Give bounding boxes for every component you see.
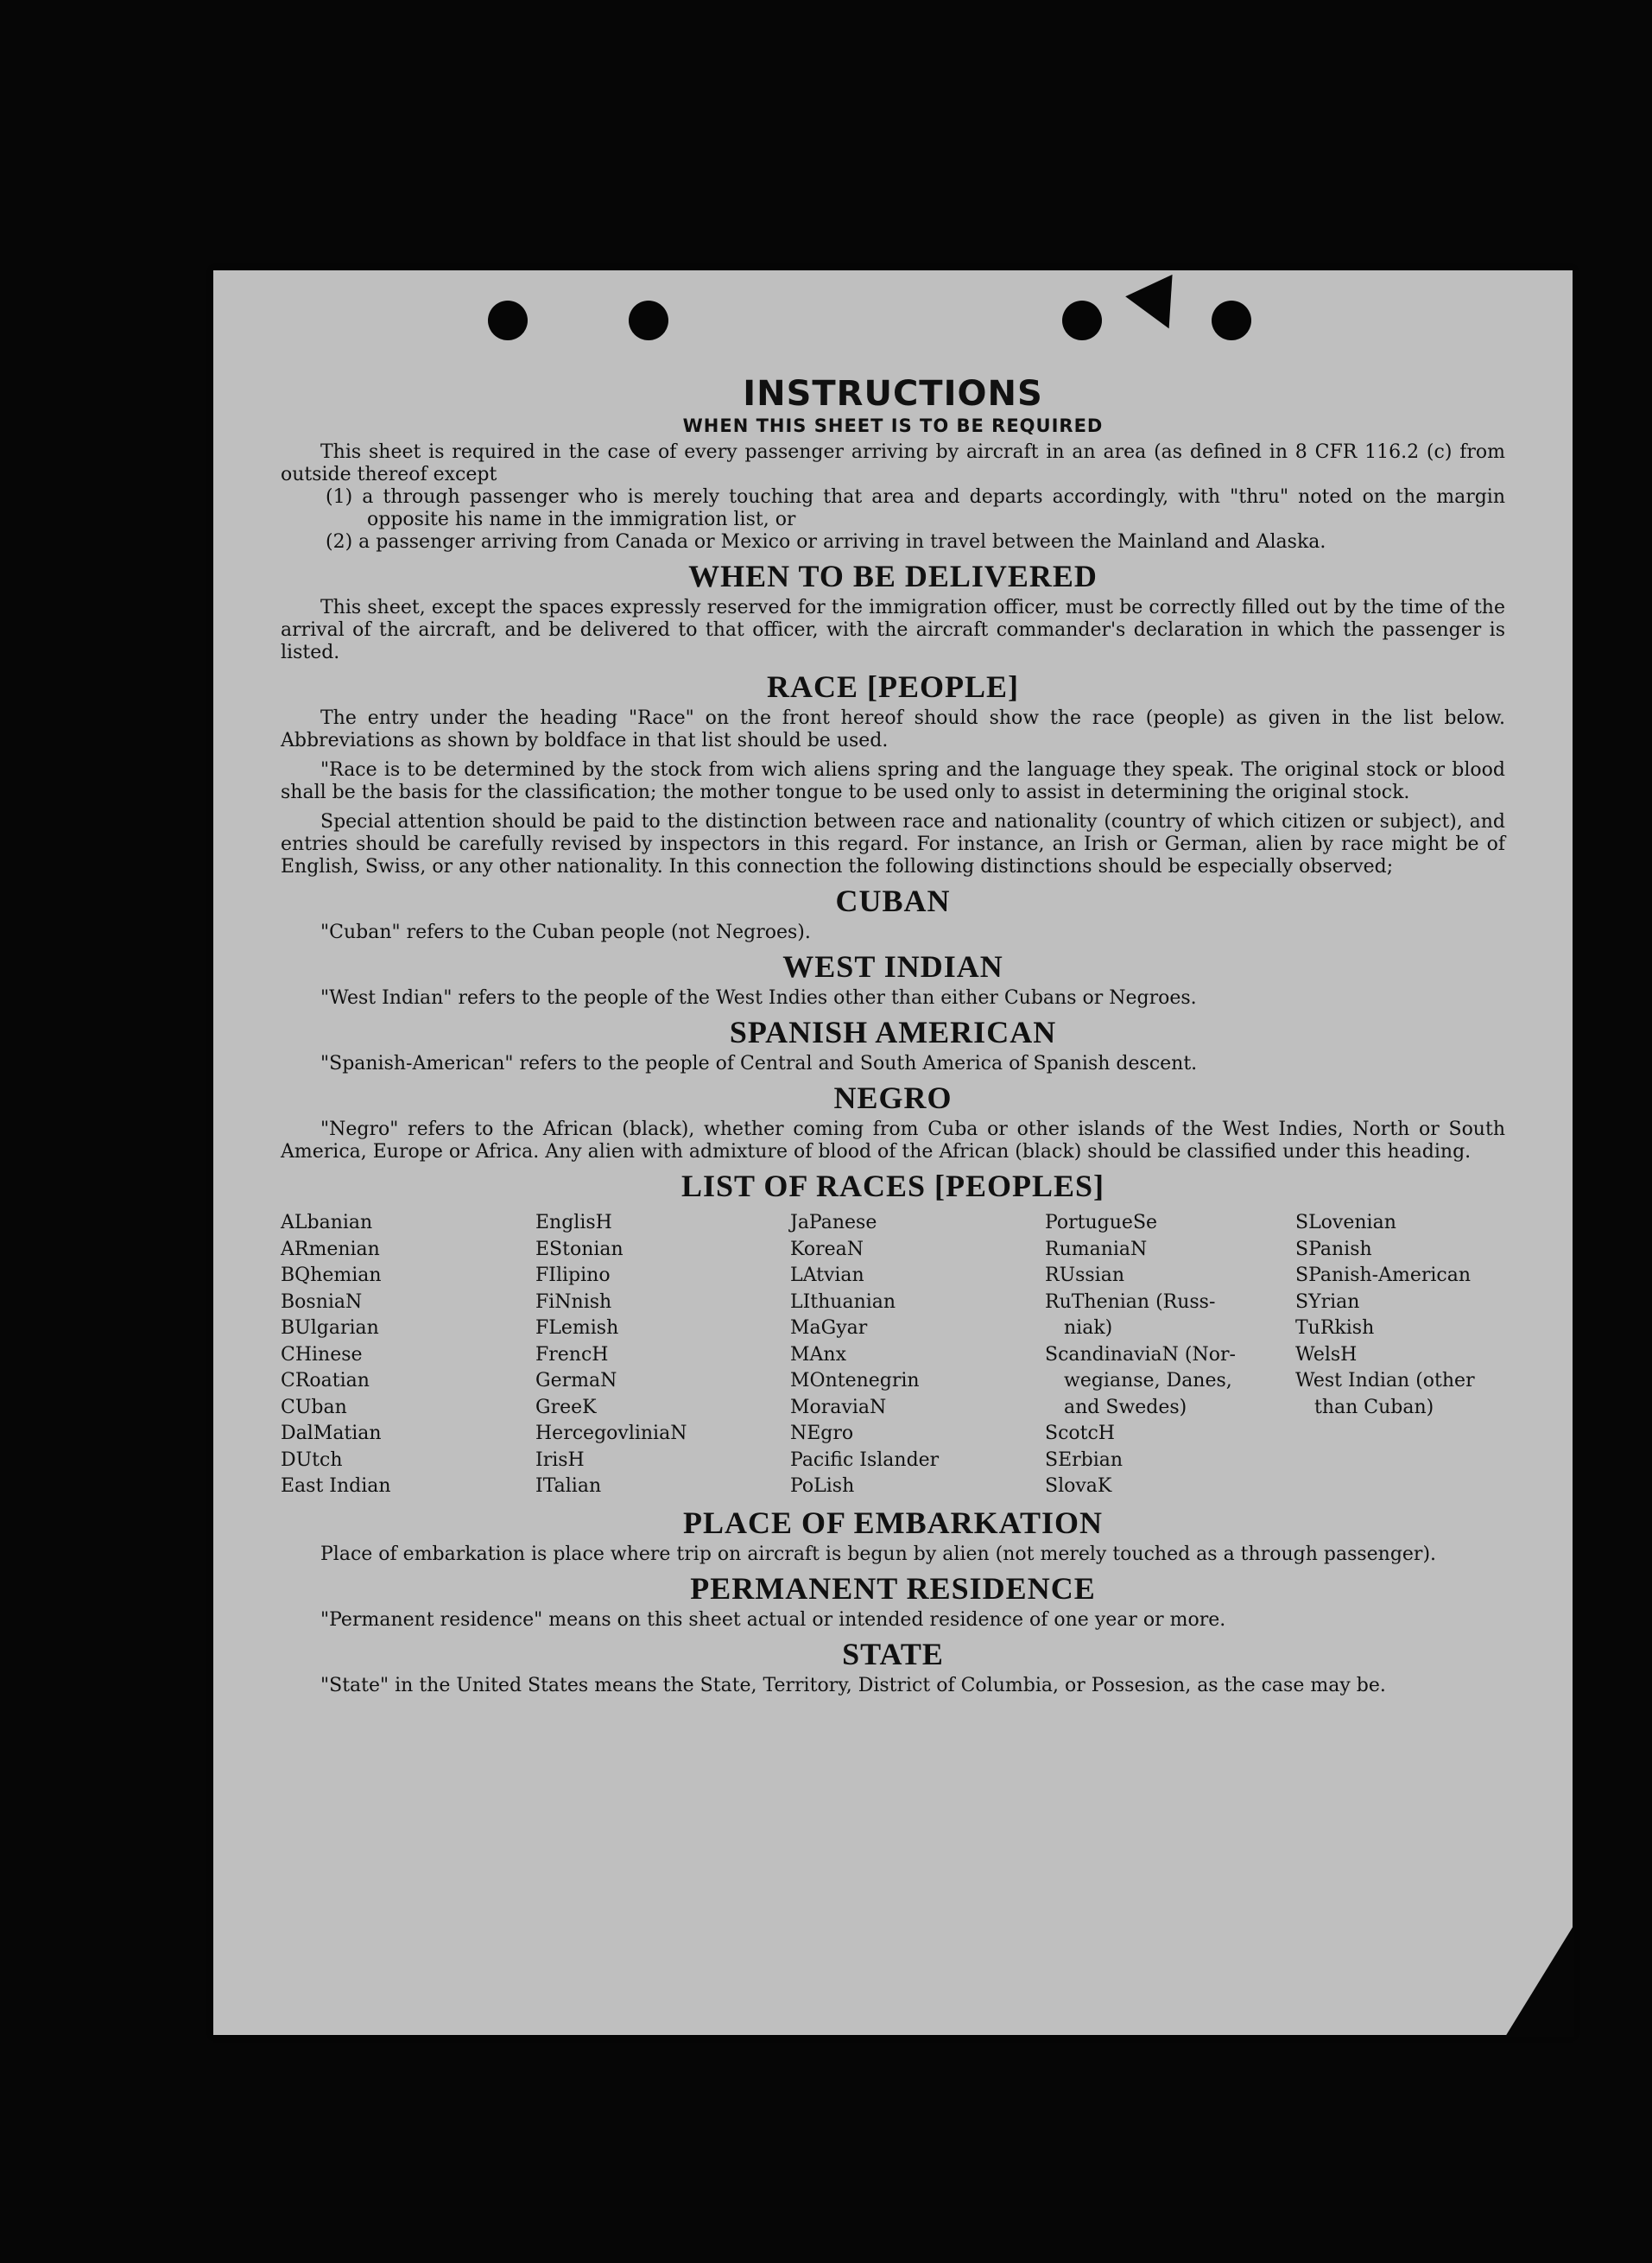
race-entry: MoraviaN <box>790 1396 887 1418</box>
race-entry: RumaniaN <box>1045 1238 1148 1260</box>
race-entry: CUban <box>281 1396 347 1418</box>
race-entry: BQhemian <box>281 1265 382 1286</box>
race-entry: CRoatian <box>281 1370 370 1391</box>
section-heading-state: STATE <box>842 1636 944 1671</box>
races-column-2 <box>535 1210 790 1500</box>
races-list <box>281 1210 1505 1500</box>
race-entry: JaPanese <box>790 1212 877 1233</box>
race-entry: DalMatian <box>281 1423 382 1444</box>
race-entry: SErbian <box>1045 1448 1123 1471</box>
race-entry: GermaN <box>535 1370 617 1391</box>
race-entry: DUtch <box>281 1448 343 1471</box>
race-entry: MOntenegrin <box>790 1370 920 1391</box>
section-heading-west-indian: WEST INDIAN <box>782 949 1003 984</box>
race-entry: ITalian <box>535 1475 602 1497</box>
punch-hole <box>1062 301 1102 340</box>
races-column-3 <box>790 1210 1045 1500</box>
residence-paragraph: "Permanent residence" means on this sheet actual or intended residence of one year or more. <box>320 1608 1226 1631</box>
race-entry: ARmenian <box>281 1238 380 1260</box>
document-sheet <box>213 270 1573 2035</box>
race-entry-continued: and Swedes) <box>1064 1396 1187 1418</box>
race-entry: SYrian <box>1295 1290 1360 1313</box>
exception-item: (2) a passenger arriving from Canada or Mexico or arriving in travel between the Mainland and Alaska. <box>326 531 1326 553</box>
race-entry: ALbanian <box>281 1212 373 1233</box>
race-entry: RuThenian (Russ- <box>1045 1290 1216 1313</box>
document-content <box>281 374 1505 1697</box>
race-entry: GreeK <box>535 1396 597 1418</box>
race-entry: FLemish <box>535 1317 619 1339</box>
section-heading-race: RACE [PEOPLE] <box>767 669 1019 704</box>
race-entry: FrencH <box>535 1343 609 1366</box>
race-entry: PortugueSe <box>1045 1212 1158 1233</box>
race-entry: IrisH <box>535 1448 585 1471</box>
race-paragraph-3: Special attention should be paid to the distinction between race and nationality (country of which citizen or subject), and entries should be carefully revised by inspectors in this regard. For instance, an Irish or German, alien by race might be of English, Swiss, or any other nationality. In this connection the following distinctions should be especially observed; <box>281 811 1505 878</box>
section-heading-delivered: WHEN TO BE DELIVERED <box>688 559 1098 593</box>
races-column-5 <box>1295 1210 1505 1500</box>
race-paragraph-2: "Race is to be determined by the stock from wich aliens spring and the language they speak. The original stock or blood shall be the basis for the classification; the mother tongue to be used only to assist in determining the original stock. <box>281 759 1505 803</box>
race-entry: EStonian <box>535 1238 623 1260</box>
race-entry: FiNnish <box>535 1290 612 1313</box>
race-entry: KoreaN <box>790 1238 864 1260</box>
race-entry: SlovaK <box>1045 1475 1112 1497</box>
race-entry: MAnx <box>790 1343 846 1366</box>
exception-item: (1) a through passenger who is merely touching that area and departs accordingly, with "thru" noted on the margin opposite his name in the immigration list, or <box>326 486 1505 530</box>
race-entry: TuRkish <box>1295 1317 1375 1339</box>
race-entry: NEgro <box>790 1423 854 1444</box>
race-entry-continued: than Cuban) <box>1314 1396 1434 1418</box>
race-entry: West Indian (other <box>1295 1370 1475 1391</box>
paper-tear <box>1125 275 1193 339</box>
west-indian-paragraph: "West Indian" refers to the people of the West Indies other than either Cubans or Negroes. <box>320 987 1197 1009</box>
spanish-american-paragraph: "Spanish-American" refers to the people of Central and South America of Spanish descent. <box>320 1053 1198 1074</box>
section-heading-list-of-races: LIST OF RACES [PEOPLES] <box>680 1169 1105 1203</box>
race-entry-continued: wegianse, Danes, <box>1064 1370 1232 1391</box>
race-entry: WelsH <box>1295 1343 1358 1366</box>
section-heading-spanish-american: SPANISH AMERICAN <box>729 1015 1057 1049</box>
torn-corner <box>1505 1924 1574 2037</box>
negro-paragraph: "Negro" refers to the African (black), whether coming from Cuba or other islands of the West Indies, North or South America, Europe or Africa. Any alien with admixture of blood of the African (black) should be classified under this heading. <box>281 1119 1505 1163</box>
race-entry: SPanish <box>1295 1238 1372 1260</box>
races-column-4 <box>1045 1210 1295 1500</box>
race-entry: SPanish-American <box>1295 1265 1472 1286</box>
delivered-paragraph: This sheet, except the spaces expressly reserved for the immigration officer, must be correctly filled out by the time of the arrival of the aircraft, and be delivered to that officer, with the aircraft commander's declaration in which the passenger is listed. <box>281 597 1505 663</box>
race-entry: SLovenian <box>1295 1212 1396 1233</box>
race-paragraph-1: The entry under the heading "Race" on the front hereof should show the race (people) as given in the list below. Abbreviations as shown by boldface in that list should be used. <box>281 707 1505 751</box>
race-entry: East Indian <box>281 1475 391 1497</box>
punch-hole <box>1212 301 1251 340</box>
punch-hole <box>488 301 528 340</box>
punch-hole <box>629 301 668 340</box>
race-entry: ScotcH <box>1045 1423 1115 1444</box>
race-entry: PoLish <box>790 1475 855 1497</box>
embarkation-paragraph: Place of embarkation is place where trip on aircraft is begun by alien (not merely touched as a through passenger). <box>320 1543 1437 1565</box>
race-entry: ScandinaviaN (Nor- <box>1045 1343 1236 1366</box>
race-entry: LIthuanian <box>790 1290 896 1313</box>
race-entry: BosniaN <box>281 1290 363 1313</box>
intro-paragraph: This sheet is required in the case of every passenger arriving by aircraft in an area (as defined in 8 CFR 116.2 (c) from outside thereof except <box>281 441 1505 485</box>
document-subtitle: WHEN THIS SHEET IS TO BE REQUIRED <box>682 415 1104 436</box>
cuban-paragraph: "Cuban" refers to the Cuban people (not Negroes). <box>320 922 811 943</box>
document-title: INSTRUCTIONS <box>743 374 1043 414</box>
race-entry: HercegovliniaN <box>535 1423 687 1444</box>
race-entry: RUssian <box>1045 1265 1125 1286</box>
race-entry-continued: niak) <box>1064 1317 1113 1339</box>
race-entry: FIlipino <box>535 1265 611 1286</box>
race-entry: MaGyar <box>790 1317 868 1339</box>
section-heading-residence: PERMANENT RESIDENCE <box>690 1570 1096 1606</box>
section-heading-embarkation: PLACE OF EMBARKATION <box>682 1505 1103 1540</box>
race-entry: BUlgarian <box>281 1317 379 1339</box>
section-heading-negro: NEGRO <box>833 1081 953 1115</box>
races-column-1 <box>281 1210 535 1500</box>
section-heading-cuban: CUBAN <box>835 884 951 918</box>
race-entry: CHinese <box>281 1343 363 1366</box>
state-paragraph: "State" in the United States means the State, Territory, District of Columbia, or Possesion, as the case may be. <box>320 1674 1386 1696</box>
race-entry: EnglisH <box>535 1212 612 1233</box>
race-entry: LAtvian <box>790 1265 864 1286</box>
race-entry: Pacific Islander <box>790 1448 940 1471</box>
